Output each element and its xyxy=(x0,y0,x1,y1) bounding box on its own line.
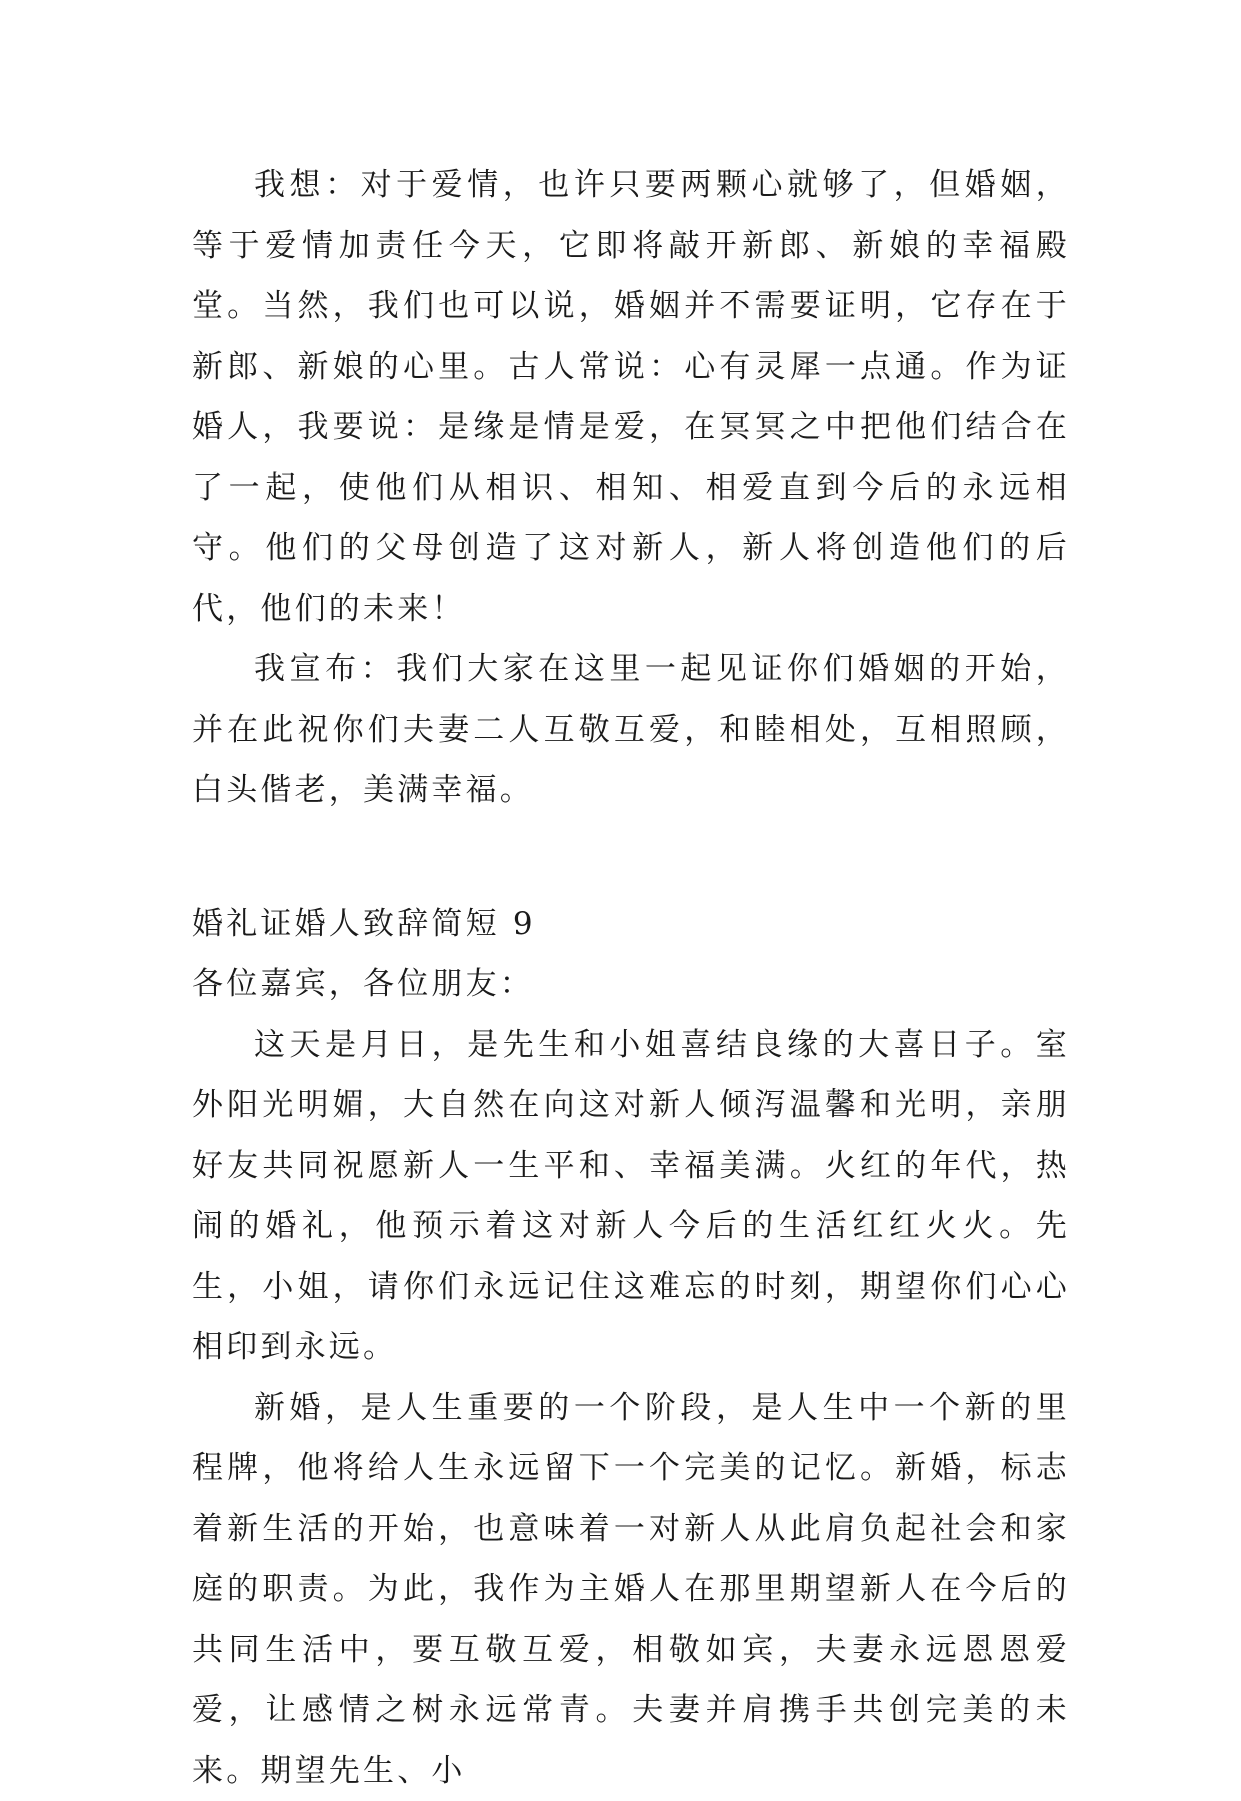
paragraph-love-and-marriage: 我想：对于爱情，也许只要两颗心就够了，但婚姻，等于爱情加责任今天，它即将敲开新郎、新娘的幸福殿堂。当然，我们也可以说，婚姻并不需要证明，它存在于新郎、新娘的心里。古人常说：心有灵犀一点通。作为证婚人，我要说：是缘是情是爱，在冥冥之中把他们结合在了一起，使他们从相识、相知、相爱直到今后的永远相守。他们的父母创造了这对新人，新人将创造他们的后代，他们的未来！ xyxy=(192,155,1070,639)
paragraph-wedding-day: 这天是月日，是先生和小姐喜结良缘的大喜日子。室外阳光明媚，大自然在向这对新人倾泻温馨和光明，亲朋好友共同祝愿新人一生平和、幸福美满。火红的年代，热闹的婚礼，他预示着这对新人今后的生活红红火火。先生，小姐，请你们永远记住这难忘的时刻，期望你们心心相印到永远。 xyxy=(192,1015,1070,1378)
salutation: 各位嘉宾，各位朋友： xyxy=(192,954,1070,1015)
section-title: 婚礼证婚人致辞简短 9 xyxy=(192,894,1070,955)
document-body xyxy=(192,155,1070,1801)
paragraph-new-marriage: 新婚，是人生重要的一个阶段，是人生中一个新的里程牌，他将给人生永远留下一个完美的记忆。新婚，标志着新生活的开始，也意味着一对新人从此肩负起社会和家庭的职责。为此，我作为主婚人在那里期望新人在今后的共同生活中，要互敬互爱，相敬如宾，夫妻永远恩恩爱爱，让感情之树永远常青。夫妻并肩携手共创完美的未来。期望先生、小 xyxy=(192,1378,1070,1801)
section-gap xyxy=(192,821,1070,894)
paragraph-declaration: 我宣布：我们大家在这里一起见证你们婚姻的开始，并在此祝你们夫妻二人互敬互爱，和睦相处，互相照顾，白头偕老，美满幸福。 xyxy=(192,639,1070,821)
